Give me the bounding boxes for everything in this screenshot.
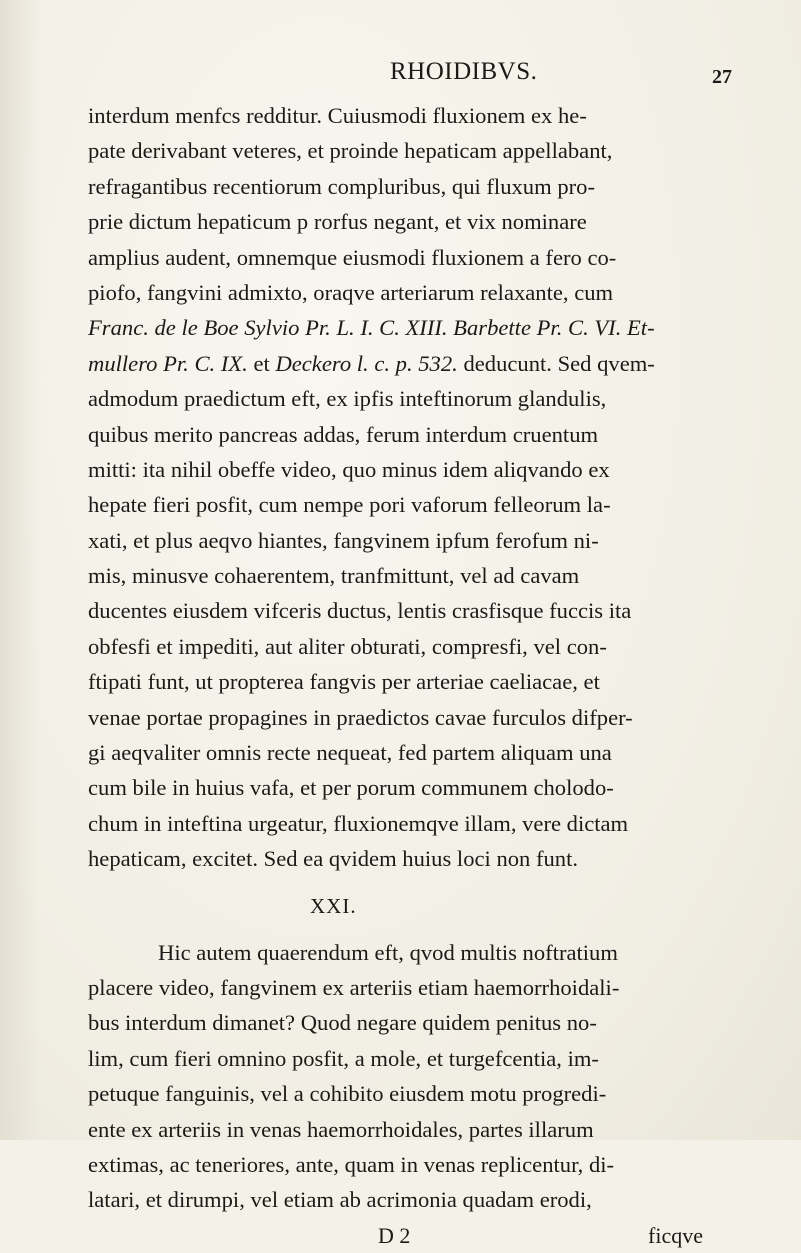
- line-text: chum in inteftina urgeatur, fluxionemqve illam, vere dictam: [88, 810, 629, 836]
- line-text: latari, et dirumpi, vel etiam ab acrimonia quadam erodi,: [88, 1187, 592, 1213]
- line-text: hepaticam, excitet. Sed ea qvidem huius loci non funt.: [88, 846, 579, 872]
- catchword: ficqve: [648, 1222, 703, 1248]
- line-text: mis, minusve cohaerentem, tranfmittunt, vel ad cavam: [88, 563, 580, 589]
- section-heading: XXI.: [310, 893, 357, 918]
- line-text: admodum praedictum eft, ex ipfis inteftinorum glandulis,: [88, 386, 607, 412]
- text-line: [88, 1112, 778, 1147]
- text-line: [88, 664, 778, 699]
- line-text: mitti: ita nihil obeffe video, quo minus idem aliqvando ex: [88, 456, 610, 482]
- text-line: [88, 523, 778, 558]
- line-text: lim, cum fieri omnino posfit, a mole, et turgefcentia, im-: [88, 1045, 599, 1071]
- line-text: gi aeqvaliter omnis recte nequeat, fed partem aliquam una: [88, 740, 612, 766]
- text-line: [88, 452, 778, 487]
- text-line: [88, 1182, 778, 1217]
- text-line: [88, 1041, 778, 1076]
- line-text: amplius audent, omnemque eiusmodi fluxionem a fero co-: [88, 244, 617, 270]
- text-line: [88, 133, 778, 168]
- text-line: [88, 487, 778, 522]
- running-title: RHOIDIBVS.: [390, 58, 538, 85]
- line-text: Hic autem quaerendum eft, qvod multis noftratium: [158, 939, 618, 965]
- line-text: deducunt. Sed qvem-: [457, 350, 655, 376]
- text-line: [88, 841, 778, 876]
- page-gutter-shadow: [0, 0, 40, 1140]
- page-number: 27: [712, 66, 732, 88]
- line-text: venae portae propagines in praedictos cavae furculos difper-: [88, 704, 633, 730]
- running-head: [0, 58, 801, 94]
- line-text: prie dictum hepaticum p rorfus negant, et vix nominare: [88, 209, 587, 235]
- text-line: [88, 310, 778, 345]
- line-text: refragantibus recentiorum compluribus, qui fluxum pro-: [88, 173, 595, 199]
- text-line: [88, 770, 778, 805]
- text-line: [88, 204, 778, 239]
- text-line: [88, 275, 778, 310]
- citation-text: Deckero l. c. p. 532.: [275, 350, 458, 376]
- line-text: cum bile in huius vafa, et per porum communem cholodo-: [88, 775, 614, 801]
- signature-mark: D 2: [378, 1222, 411, 1248]
- text-line: [88, 1147, 778, 1182]
- line-text: xati, et plus aeqvo hiantes, fangvinem ipfum ferofum ni-: [88, 527, 599, 553]
- line-text: ftipati funt, ut propterea fangvis per arteriae caeliacae, et: [88, 669, 600, 695]
- citation-text: mullero Pr. C. IX.: [88, 350, 248, 376]
- line-text: ente ex arteriis in venas haemorrhoidales, partes illarum: [88, 1116, 594, 1142]
- line-text: bus interdum dimanet? Quod negare quidem penitus no-: [88, 1010, 597, 1036]
- text-line: [88, 346, 778, 381]
- body-text: [88, 98, 778, 1253]
- paragraph-after-section: [88, 935, 778, 1218]
- line-text: quibus merito pancreas addas, ferum interdum cruentum: [88, 421, 599, 447]
- line-text: pate derivabant veteres, et proinde hepaticam appellabant,: [88, 138, 613, 164]
- line-text: interdum menfcs redditur. Cuiusmodi fluxionem ex he-: [88, 103, 587, 128]
- line-text: petuque fanguinis, vel a cohibito eiusdem motu progredi-: [88, 1081, 607, 1107]
- line-text: et: [247, 350, 276, 376]
- text-line: [88, 629, 778, 664]
- text-line: [88, 381, 778, 416]
- text-line: [88, 98, 778, 133]
- text-line: [88, 935, 778, 970]
- text-line: [88, 1005, 778, 1040]
- text-line: [88, 700, 778, 735]
- text-line: [88, 593, 778, 628]
- line-text: hepate fieri posfit, cum nempe pori vaforum felleorum la-: [88, 492, 611, 518]
- text-line: [88, 169, 778, 204]
- text-line: [88, 735, 778, 770]
- line-text: extimas, ac teneriores, ante, quam in venas replicentur, di-: [88, 1151, 615, 1177]
- text-line: [88, 240, 778, 275]
- text-line: [88, 558, 778, 593]
- text-line: [88, 417, 778, 452]
- footer-row: [88, 1218, 778, 1253]
- line-text: ducentes eiusdem vifceris ductus, lentis crasfisque fuccis ita: [88, 598, 632, 624]
- line-text: obfesfi et impediti, aut aliter obturati, compresfi, vel con-: [88, 633, 607, 659]
- line-text: placere video, fangvinem ex arteriis etiam haemorrhoidali-: [88, 974, 620, 1000]
- text-line: [88, 806, 778, 841]
- citation-text: Franc. de le Boe Sylvio Pr. L. I. C. XIII. Barbette Pr. C. VI. Et-: [88, 315, 655, 341]
- text-line: [88, 970, 778, 1005]
- paragraph-before-section: [88, 98, 778, 877]
- text-line: [88, 1076, 778, 1111]
- line-text: piofo, fangvini admixto, oraqve arteriarum relaxante, cum: [88, 279, 614, 305]
